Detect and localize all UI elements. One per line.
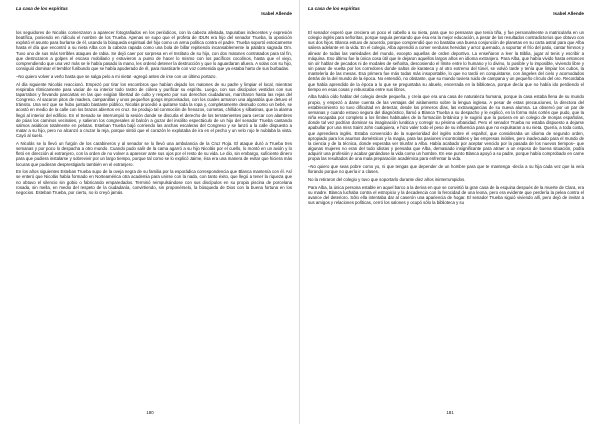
running-header-author: Isabel Allende <box>553 11 584 16</box>
paragraph: Para Alba, la única persona estable en aquel barco a la deriva en que se convirtió la gran casa de la esquina después de la muerte de Clara, era su madre. Blanca luchaba contra el estropicio y la decadencia con la ferocidad de una leona, pero era evidente que perdería la pelea contra el avance del deterioro. Sólo ella intentaba dar al caserón una apariencia de hogar. El senador Trueba siguió viviendo allí, pero dejó de invitar a sus amigos y relaciones políticas, cerró los salones y ocupó sólo la biblioteca y su <box>308 184 584 206</box>
paragraph: En los años siguientes Esteban Trueba supo de la oveja negra de su familia por la esporádica correspondencia que Blanca mantenía con él. Así se enteró que Nicolás había formado en Norteamérica otra academia para unirse con la nada, con tanto éxito, que llegó a tener la riqueza que no obtuvo el silencio sin gobio o fabricando emparedados. Terminó reimpulsándose con sus discípulos en su propia piscina de porcelana rosada, sin mella, en medio del respeto de la ciudadanía, convirtiendo, sin proponérselo, la búsqueda de Dios con la buena fortuna en los negocios. Esteban Trueba, por cierto, no lo creyó jamás. <box>16 169 292 195</box>
running-header-title: La casa de los espíritus <box>16 6 68 11</box>
paragraph: –No quiero volver a verlo hasta que se salga pelo a mi nieta! -agregó antes de irse con un último portazo. <box>16 73 217 79</box>
paragraph: los seguidores de Nicolás comenzaron a aparecer fotografiados en los periódicos, con la cabeza afeitada, tapurabas indecentes y expresión beatífica, poniendo en ridículo el nombre de los Trueba. Apenas se supo que el profeta de IDUN era hijo del senador Trueba, la oposición explotó el asunto para burlarse de él, usando la búsqueda espiritual del hijo como un arma política contra el padre. Trueba soportó estoicamente hasta el día que encontró a su nieta Alba con la cabeza rapada como una bola de billar repitiendo incansablemente la palabra sagrada Om. Tuvo uno de sus más terribles ataques de rabia. Se dejó caer por sorpresa en el Instituto de su hijo, con dos matones contratados para tal fin, que destrozaron a golpes el escaso mobiliario y estuvieron a punto de hacer lo mismo con los pacíficos cocolinos, hasta que el viejo, comprendiendo que una vez más se le había pasado la mano, les ordenó detener la destrucción y que lo aguardaran afuera. A solas con su hijo, consiguió dominar el temblor furibundo que se había apoderado de él, para masticarle con voz contenida que ya estaba harto de sus burbadas. <box>16 30 292 72</box>
running-header-title: La casa de los espíritus <box>308 6 360 11</box>
right-page-text <box>308 30 584 205</box>
running-header-author: Isabel Allende <box>261 11 292 16</box>
paragraph: A Nicolás se lo llevó un furgón de los carabineros y al senador se lo llevó una ambulancia de la Cruz Roja. El ataque duró a Trueba tres semanas y por poco lo despacha a otro mundo. Cuando pudo salir de la cama agarró a su hijo Nicolás por el cuello, lo montó en un avión y lo fletó en dirección al extranjero, con la orden de no volver a aparecer ante sus ojos por el resto de su vida. Le dio, sin embargo, suficiente dinero para que pudiera instalarse y sobrevivir por un largo tiempo, porque tal como se lo explicó Jaime, ésa era una manera de evitar que hiciera más locuras que pudieran desprestigiarlo también en el extranjero. <box>16 140 292 167</box>
right-page <box>300 0 600 424</box>
page-number: 180 <box>146 410 154 415</box>
paragraph: –No quiero que seas pobre como yo, ni que tengas que depender de un hombre para que te mantenga -decía a su hija cada vez que la veía llorando porque no quería ir a clases. <box>308 164 584 175</box>
page-number: 181 <box>446 410 454 415</box>
running-header <box>308 6 584 17</box>
paragraph: El senador esperó que creciera un poco el cabello a su nieta, para que no pensaran que tenía tiña, y fue personalmente a matricularla en un colegio inglés para señoritas, porque seguía pensando que ésa era la mejor educación, a pesar de los resultados contradictorios que obtuvo con sus dos hijos. Blanca estuvo de acuerdo, porque comprendió que no bastaba una buena conjunción de planetas en su carta astral para que Alba saliera adelante en la vida. En el colegio, Alba aprendió a comer verduras hervidas y arroz quemado, a soportar el frío del patio, cantar himnos y alinear de todas las variedades del mundo, excepto aquellas de orden deportivo. La enseñaron a leer la Biblia, jugar al tenis y escribir a máquina. Eso último fue la única cosa útil que le dejaron aquellos largos años en idioma extranjero. Para Alba, que había vivido hasta entonces sin oír hablar de pecados ni de modales de señorita, descosiendo el límite entre lo humano y lo divino, lo posible y lo imposible, viviendo libre y sin pasar de vuelta por los corredores donde saltos de karateca y al otro extremo del túnel, se volvió tarde y tenía que limpiar los cubos, la mantelería de las mesas. Esa primera fue más todas más insoportable, lo que no tardó en conquistarse, con ángeles del cielo y acomodados detrás de la del mundo de la época. No entendió, no obstante, que su mundo tuviera ruido de campana y un pequeño círculo del oro. Recordaba que había aprendido de la época a lo que se preguntaba su abuelo, encerrada en la biblioteca, porque decía que no había ido perdiendo el tiempo en esas cosas y rebuscaba entre sus libros. <box>308 30 584 92</box>
paragraph: Alba había oído hablar del colegio desde pequeña, y creía que era una casa de naturaleza humana, porque la casa estaba llena de su mundo propio, y empezó a darse cuenta de las ventajas del aislamiento sobre la lengua inglesa. A pesar de estas precauciones, la directora del establecimiento no tuvo dificultad en detectar, desde los primeros días, las extravagancias de su nueva alumna. La observó por un par de semanas y cuando estuvo segura del diagnóstico, llamó a Blanca Trueba a su despacho y le explicó, en la forma más cortés que pudo, que la niña escapaba por completo a los límites habituales de la formación británica y le sugirió que la pusiera en un colegio de monjas españolas, donde tal vez podrían dominar su imaginación lunática y corregir su pésima urbanidad. Pero el senador Trueba no estaba dispuesto a dejarse apabullar por una miss Saint John cualquiera, e hizo valer todo el peso de su influencia para que no expulsaran a su nieta. Quería, a toda costa, que aprendiera inglés. Estaba convencido de la superioridad del inglés sobre el español, que consideraba un idioma de segundo orden, apropiado para los asuntos domésticos y la magia, para las pasiones incontrolables y las empresas inútiles, pero inadecuado para el mundo de la ciencia y de la técnica, donde esperaba ver triunfar a Alba. Había acabado por aceptar vencido por la pasada de los nuevos tiempos– que algunas mujeres no eran del todo idiotas y pensaba que Alba, demasiado insignificante para atraer a un esposo de buena situación, podía adquirir una profesión y acabar ganándose la vida como un hombre. En ese punto Blanca apoyó a su padre, porque había comprobado en carne propia las resultados de una mala preparación académica para enfrentar la vida. <box>308 94 584 162</box>
left-page-text <box>16 30 292 195</box>
running-header <box>16 6 292 17</box>
paragraph: No la retiraron del colegio y tuvo que soportarlo durante diez años ininterrumpidos. <box>308 177 466 182</box>
paragraph: Al día siguiente Nicolás reaccionó. Empezó por tirar los escombros que habían dejado los matones de su padre y limpiar el local, mientras respiraba rítmicamente para vaciar de su interior todo rastro de cólera y purificar su espíritu. Luego, con sus discípulos vestidos con sus taparrabos y llevando pancartas en las que exigían libertad de culto y respeto por sus derechos ciudadanos, marcharon hasta las rejas del Congreso. Al sacaron pitos de madera, campanillas y unos pequeños gongs improvisados, con los cuales armaron una algarabía que detuvo el tránsito. Una vez que se hubo juntado bastante público, Nicolás procedió a quitarse toda la ropa y, completamente desnudo como un bebé, se acostó en medio de la calle con los brazos abiertos en cruz. Se produjo tal conmoción de frenazos, cornetas, chillidos y silbatinas, que la alarma llegó al interior del edificio. En el Senado se interrumpió la sesión donde se discutía el derecho de los terratenientes para cercar con alambres de púas los caminos vecinales, y salieron los congresales al balcón a gozar del insólito espectáculo de un hijo del senador Trueba cantando salmos asiáticos totalmente en pelotas. Esteban Trueba bajó corriendo las anchas escaleras del Congreso y se lanzó a la calle dispuesto a matar a su hijo, pero no alcanzó a cruzar la reja, porque sintió que el corazón le explotaba de ira en el pecho y un velo rojo le nublaba la vista. Cayó al suelo. <box>16 81 292 139</box>
